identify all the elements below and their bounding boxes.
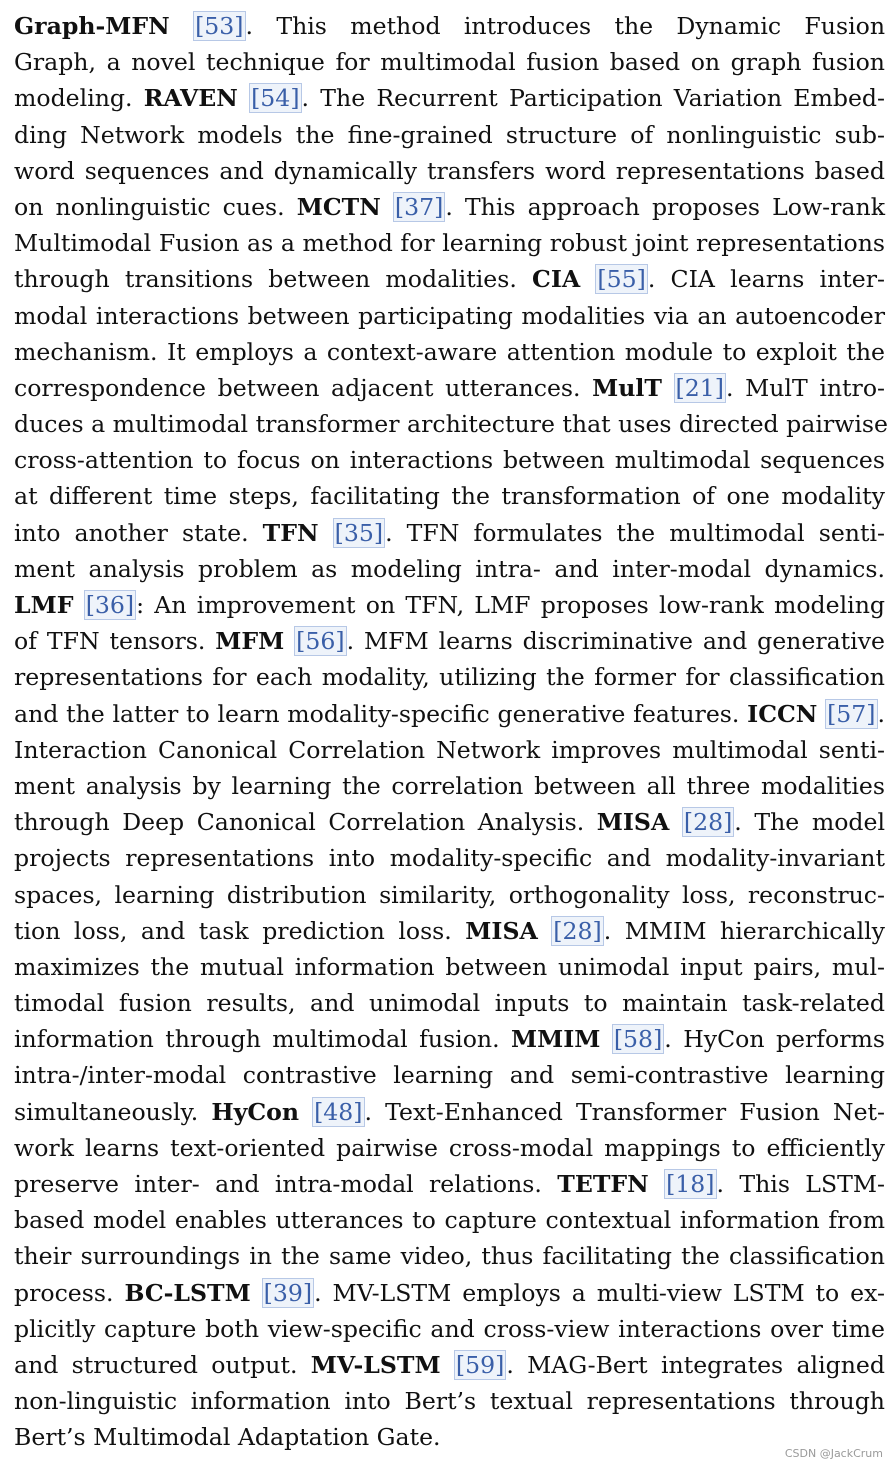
line-fragment: . The Recurrent Participation Variation Embed-	[301, 84, 885, 113]
text-line	[14, 1021, 885, 1057]
line-fragment: . This approach proposes Low-rank	[445, 192, 885, 221]
text-line: spaces, learning distribution similarity, orthogonality loss, reconstruc-	[14, 880, 885, 909]
method-name: CIA	[532, 265, 581, 294]
citation-link[interactable]: [39]	[263, 1278, 313, 1307]
text-line: projects representations into modality-specific and modality-invariant	[14, 844, 885, 873]
method-name: MV-LSTM	[310, 1350, 441, 1379]
text-line: intra-/inter-modal contrastive learning and semi-contrastive learning	[14, 1061, 885, 1090]
line-fragment: on nonlinguistic cues.	[14, 192, 297, 221]
text-line: duces a multimodal transformer architecture that uses directed pairwise	[14, 410, 888, 439]
text-line: ding Network models the fine-grained structure of nonlinguistic sub-	[14, 120, 885, 149]
line-fragment: . MulT intro-	[725, 373, 885, 402]
text-line: word sequences and dynamically transfers word representations based	[14, 156, 885, 185]
method-name: MISA	[596, 808, 670, 837]
line-fragment: . HyCon performs	[664, 1025, 885, 1054]
text-line	[14, 8, 885, 44]
text-line	[14, 696, 885, 732]
text-line	[14, 1275, 885, 1311]
text-line: Bert’s Multimodal Adaptation Gate.	[14, 1423, 441, 1452]
text-line	[14, 515, 885, 551]
text-line	[14, 804, 885, 840]
line-fragment: . MMIM hierarchically	[603, 916, 886, 945]
citation-link[interactable]: [59]	[455, 1350, 505, 1379]
line-fragment: . This method introduces the Dynamic Fusion	[245, 12, 886, 40]
method-name: LMF	[14, 591, 74, 619]
citation-link[interactable]: [36]	[85, 591, 135, 619]
line-fragment: through Deep Canonical Correlation Analysis.	[14, 808, 597, 837]
line-fragment: of TFN tensors.	[14, 627, 216, 656]
method-name: MISA	[465, 916, 538, 945]
citation-link[interactable]: [37]	[394, 192, 444, 221]
citation-link[interactable]: [55]	[597, 265, 646, 294]
text-line: maximizes the mutual information between unimodal input pairs, mul-	[14, 952, 885, 981]
text-line: plicitly capture both view-specific and cross-view interactions over time	[14, 1314, 885, 1343]
text-line: timodal fusion results, and unimodal inputs to maintain task-related	[14, 989, 885, 1018]
line-fragment: . CIA learns inter-	[647, 265, 885, 294]
method-name: BC-LSTM	[124, 1278, 251, 1307]
citation-link[interactable]: [57]	[827, 699, 876, 728]
citation-link[interactable]: [48]	[314, 1097, 363, 1126]
method-name: RAVEN	[143, 84, 238, 113]
citation-link[interactable]: [18]	[666, 1170, 715, 1198]
citation-link[interactable]: [58]	[613, 1025, 663, 1054]
text-line: based model enables utterances to capture contextual information from	[14, 1206, 885, 1235]
line-fragment: correspondence between adjacent utterances.	[14, 373, 593, 402]
line-fragment: and the latter to learn modality-specific generative features.	[14, 699, 748, 728]
line-fragment: modeling.	[14, 84, 144, 113]
text-line: Interaction Canonical Correlation Network improves multimodal senti-	[14, 735, 885, 764]
citation-link[interactable]: [21]	[675, 373, 724, 402]
line-fragment: preserve inter- and intra-modal relations.	[14, 1170, 558, 1198]
method-name: MMIM	[511, 1025, 601, 1054]
line-fragment: through transitions between modalities.	[14, 265, 533, 294]
text-line	[14, 80, 885, 116]
method-name: MCTN	[296, 192, 381, 221]
method-descriptions-paragraph	[14, 8, 888, 1456]
line-fragment: and structured output.	[14, 1350, 311, 1379]
method-name: Graph-MFN	[14, 12, 170, 40]
text-line: mechanism. It employs a context-aware attention module to exploit the	[14, 337, 885, 366]
line-fragment: . The model	[734, 808, 886, 837]
line-fragment: . MAG-Bert integrates aligned	[506, 1350, 885, 1379]
text-line	[14, 189, 885, 225]
text-line	[14, 587, 885, 623]
line-fragment: : An improvement on TFN, LMF proposes low-rank modeling	[136, 591, 885, 619]
text-line	[14, 370, 885, 406]
method-name: TETFN	[557, 1170, 649, 1198]
text-line: representations for each modality, utilizing the former for classification	[14, 663, 885, 692]
line-fragment: tion loss, and task prediction loss.	[14, 916, 466, 945]
line-fragment: process.	[14, 1278, 125, 1307]
text-line: work learns text-oriented pairwise cross-modal mappings to efficiently	[14, 1133, 885, 1162]
line-fragment: . MV-LSTM employs a multi-view LSTM to ex-	[314, 1278, 886, 1307]
citation-link[interactable]: [35]	[334, 518, 384, 547]
csdn-watermark: CSDN @JackCrum	[784, 1447, 883, 1460]
citation-link[interactable]: [54]	[251, 84, 300, 113]
text-line	[14, 261, 885, 297]
text-line: ment analysis problem as modeling intra- and inter-modal dynamics.	[14, 554, 885, 583]
text-line: Graph, a novel technique for multimodal fusion based on graph fusion	[14, 48, 885, 77]
line-fragment: into another state.	[14, 518, 263, 547]
text-line	[14, 1094, 885, 1130]
method-name: MFM	[215, 627, 285, 656]
citation-link[interactable]: [53]	[195, 12, 244, 40]
method-name: MulT	[592, 373, 662, 402]
text-line: Multimodal Fusion as a method for learning robust joint representations	[14, 229, 885, 258]
line-fragment: . Text-Enhanced Transformer Fusion Net-	[364, 1097, 885, 1126]
text-line: non-linguistic information into Bert’s textual representations through	[14, 1387, 885, 1416]
text-line: modal interactions between participating modalities via an autoencoder	[14, 301, 885, 330]
method-name: TFN	[262, 518, 319, 547]
text-line: ment analysis by learning the correlation between all three modalities	[14, 771, 885, 800]
citation-link[interactable]: [28]	[683, 808, 733, 837]
citation-link[interactable]: [28]	[553, 916, 602, 945]
text-line: cross-attention to focus on interactions between multimodal sequences	[14, 446, 885, 475]
line-fragment: simultaneously.	[14, 1097, 212, 1126]
text-line	[14, 913, 885, 949]
method-name: ICCN	[747, 699, 818, 728]
citation-link[interactable]: [56]	[296, 627, 345, 656]
line-fragment: . This LSTM-	[716, 1170, 885, 1198]
line-fragment: . TFN formulates the multimodal senti-	[385, 518, 885, 547]
text-line: their surroundings in the same video, thus facilitating the classification	[14, 1242, 885, 1271]
method-name: HyCon	[211, 1097, 299, 1126]
line-fragment: . MFM learns discriminative and generative	[346, 627, 885, 656]
line-fragment: .	[877, 699, 886, 728]
text-line: at different time steps, facilitating the transformation of one modality	[14, 482, 885, 511]
line-fragment: information through multimodal fusion.	[14, 1025, 512, 1054]
text-line	[14, 1166, 885, 1202]
text-line	[14, 623, 885, 659]
text-line	[14, 1347, 885, 1383]
